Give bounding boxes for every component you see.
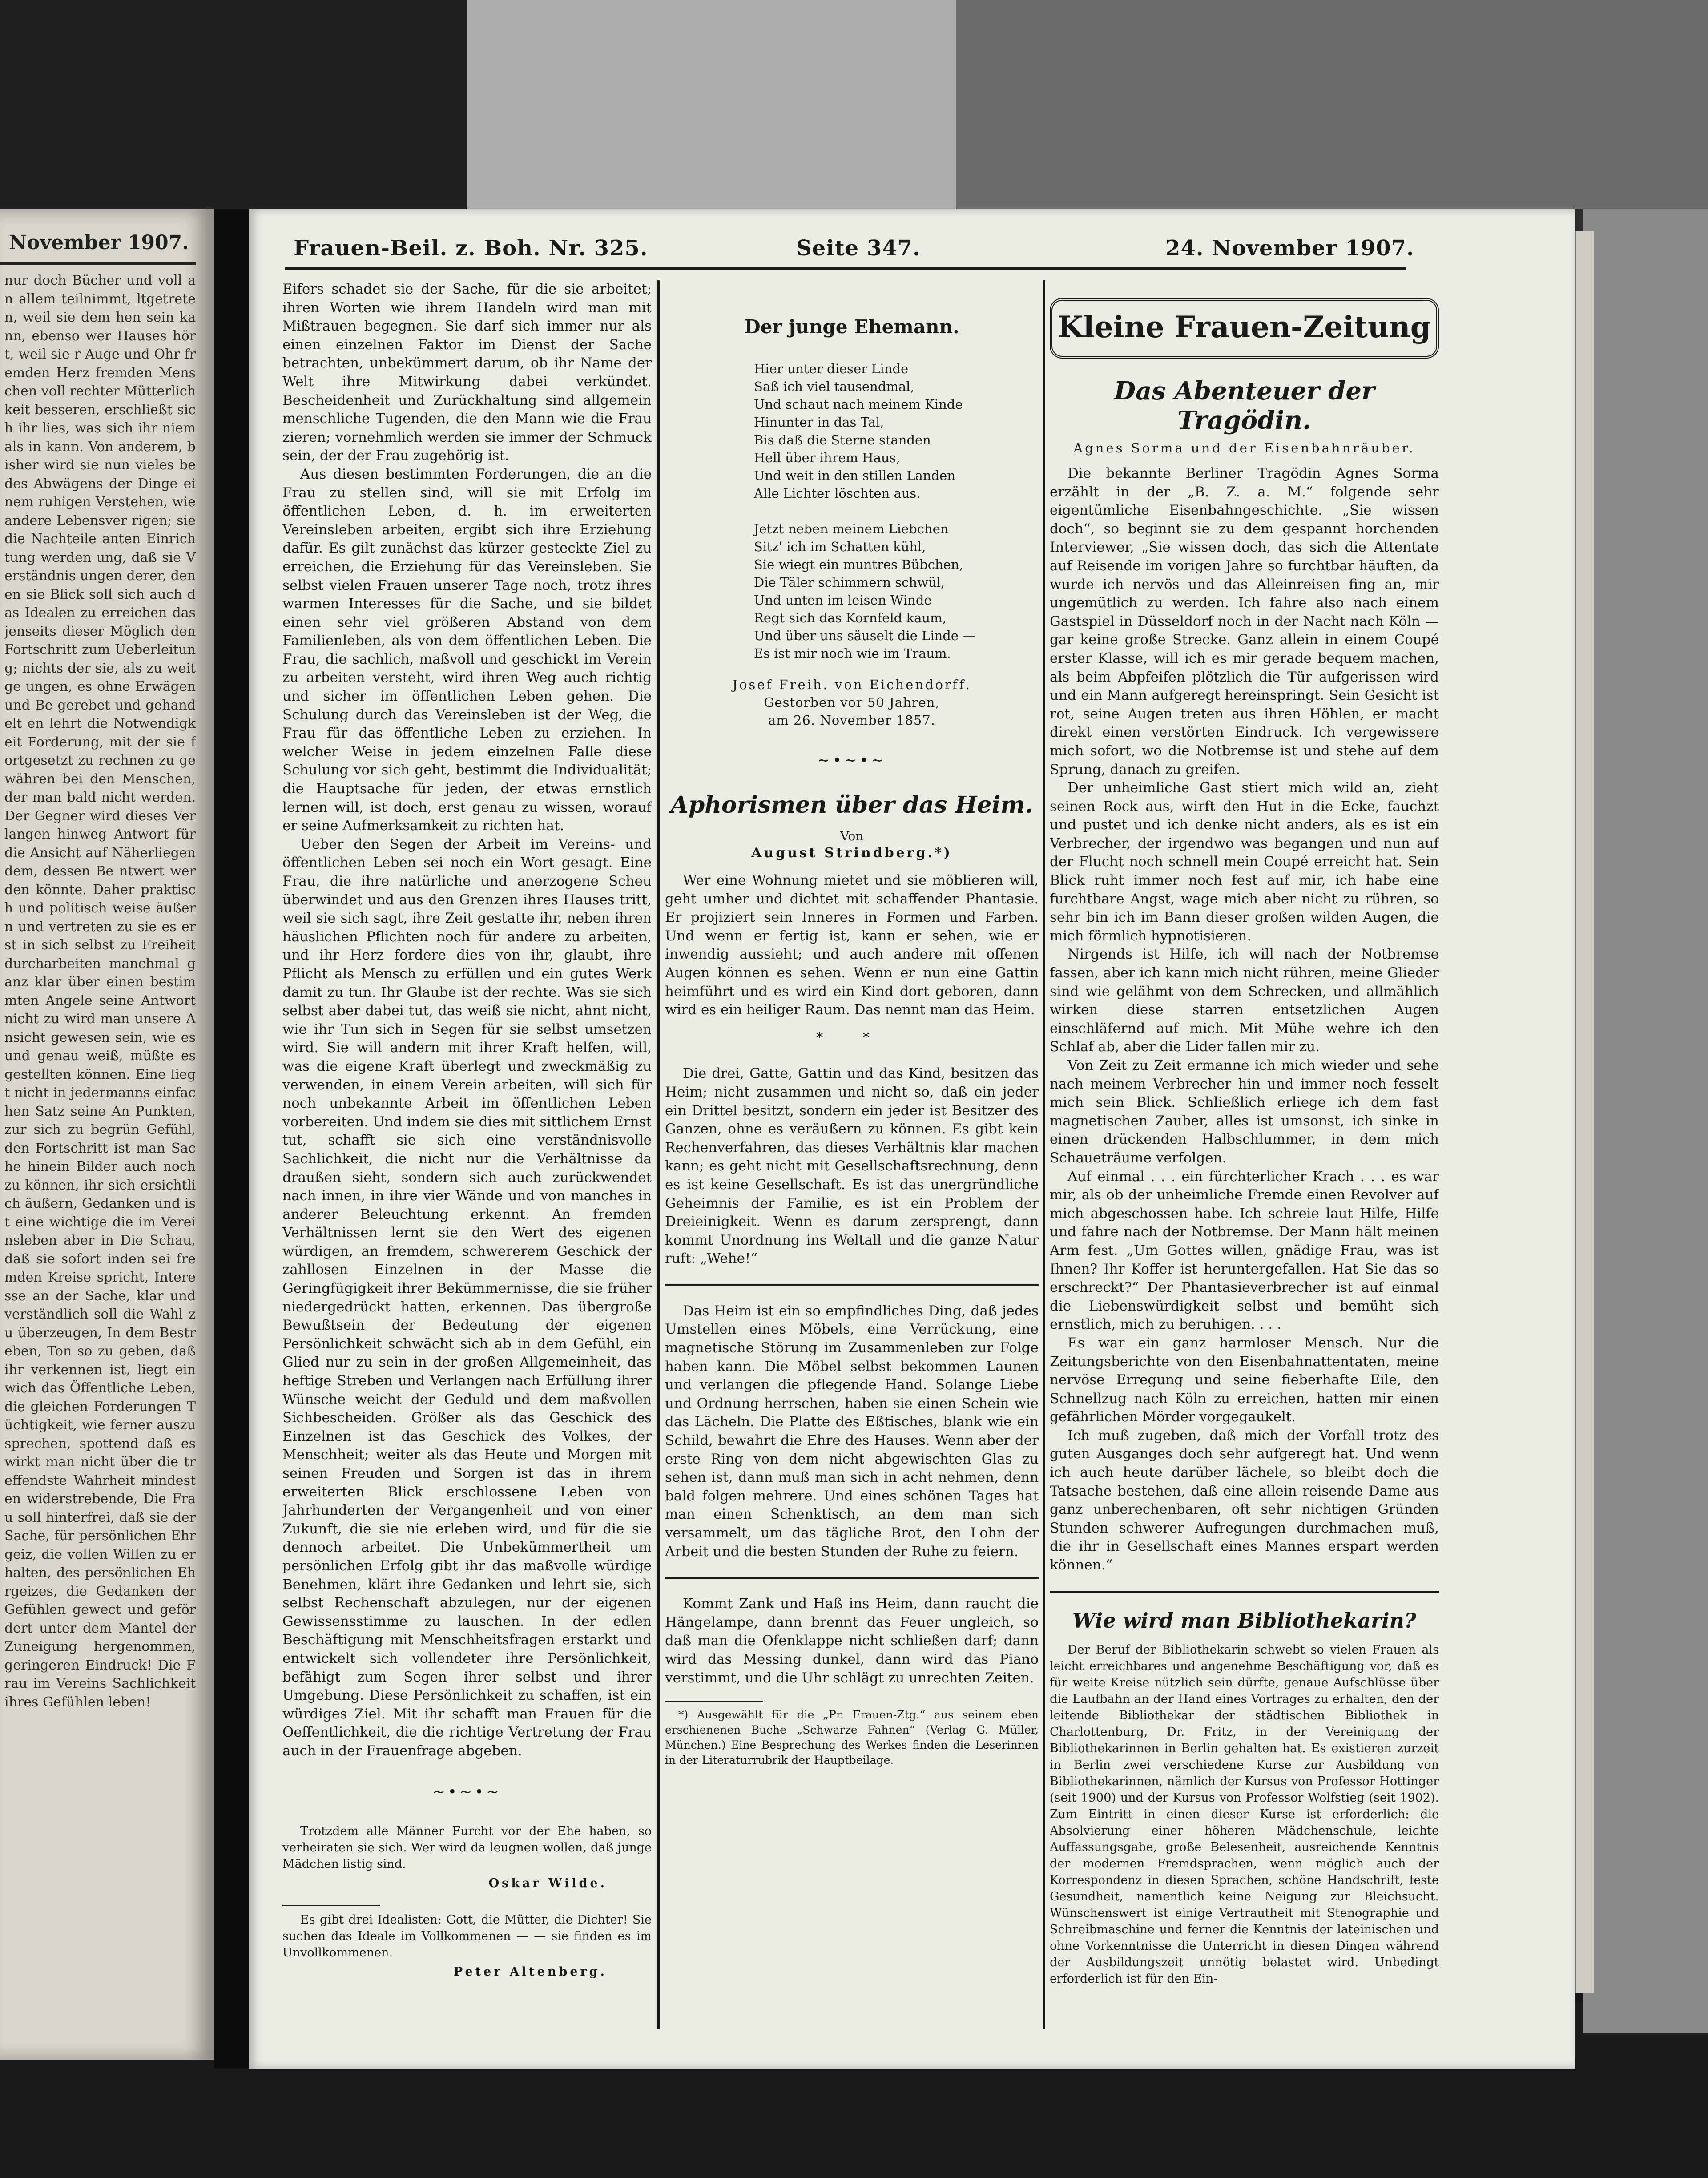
footnote-rule <box>665 1701 763 1702</box>
paragraph: Nirgends ist Hilfe, ich will nach der Notbremse fassen, aber ich kann mich nicht rühren, meine Glieder sind wie gelähmt von dem Schrecken, und allmählich wirken diese starren entsetzlichen Augen einschläfernd auf mich. Mit Mühe wehre ich den Schlaf ab, aber die Lider fallen mir zu. <box>1050 946 1439 1055</box>
footnote <box>665 1707 1039 1768</box>
paragraph: Von Zeit zu Zeit ermanne ich mich wieder und sehe nach meinem Verbrecher hin und immer noch fesselt mich sein Blick. Schließlich erliege ich dem fast magnetischen Zauber, alles ist umsonst, ich sinke in einen drückenden Halbschlummer, in dem mich Schaueträume verfolgen. <box>1050 1057 1439 1166</box>
column-3 <box>1050 280 1439 2015</box>
header-date: 24. November 1907. <box>1165 236 1414 261</box>
column-rule <box>657 280 660 2029</box>
poem-line: Hell über ihrem Haus, <box>754 450 900 465</box>
article-title: Aphorismen über das Heim. <box>670 791 1033 819</box>
paragraph: Der unheimliche Gast stiert mich wild an, zieht seinen Rock aus, wirft den Hut in die Ecke, fauchzt und pustet und ich denke nicht anders, als es ist ein Verbrecher, der irgendwo was begangen und nun auf der Flucht noch schnell mein Coupé erreicht hat. Sein Blick ruht immer noch fest auf mir, ich habe eine furchtbare Angst, wage mich aber nicht zu rühren, so sehr bin ich im Bann dieser großen wilden Augen, die mich förmlich hypnotisieren. <box>1050 780 1439 944</box>
header-page-number: Seite 347. <box>796 236 921 261</box>
poem-line: Und weit in den stillen Landen <box>754 468 955 483</box>
article-subtitle: Agnes Sorma und der Eisenbahnräuber. <box>1073 440 1415 456</box>
poem-attribution <box>665 676 1039 729</box>
article-title: Wie wird man Bibliothekarin? <box>1072 1608 1416 1633</box>
quote-wilde <box>282 1823 652 1892</box>
film-highlight <box>467 0 956 209</box>
column-rule <box>1043 280 1045 2029</box>
poem-line: Saß ich viel tausendmal, <box>754 379 914 394</box>
article-text <box>1050 464 1439 1575</box>
article-title: Das Abenteuer der Tragödin. <box>1114 376 1375 435</box>
footnote-text: *) Ausgewählt für die „Pr. Frauen-Ztg.“ aus seinem eben erschienenen Buche „Schwarze Fahnen“ (Verlag G. Müller, München.) Eine Besprechung des Werkes finden die Leserinnen in der Literaturrubrik der Hauptbeilage. <box>665 1708 1039 1767</box>
poem-line: Und schaut nach meinem Kinde <box>754 397 963 412</box>
header-issue: Frauen-Beil. z. Boh. Nr. 325. <box>294 236 648 261</box>
poem-line: Es ist mir noch wie im Traum. <box>754 646 951 661</box>
poem-line: Jetzt neben meinem Liebchen <box>754 521 949 536</box>
poem-line: Regt sich das Kornfeld kaum, <box>754 610 947 625</box>
paragraph: Die drei, Gatte, Gattin und das Kind, besitzen das Heim; nicht zusammen und nicht so, daß ein jeder ein Drittel besitzt, sondern ein jeder ist Besitzer des Ganzen, ohne es veräußern zu können. Es gibt kein Rechenverfahren, das dieses Verhältnis klar machen kann; es geht nicht mit Gesellschaftsrechnung, denn es ist keine Gesellschaft. Es ist das unergründliche Geheimnis der Familie, es ist ein Problem der Dreieinigkeit. Wenn es darum zersprengt, dann kommt Unordnung ins Weltall und die ganze Natur ruft: „Wehe!“ <box>665 1065 1039 1267</box>
poem-title: Der junge Ehemann. <box>744 316 959 338</box>
paragraph: Aus diesen bestimmten Forderungen, die an die Frau zu stellen sind, will sie mit Erfolg im öffentlichen Leben, d. h. im erweiterten Vereinsleben arbeiten, ergibt sich ihre Erziehung dafür. Es gilt zunächst das kürzer gesteckte Ziel zu erreichen, die Erziehung für das Vereinsleben. Sie selbst vielen Frauen unserer Tage noch, trotz ihres warmen Interesses für die Sache, und sie bildet einen sehr viel größeren Abstand von dem Familienleben, als von dem öffentlichen Leben. Die Frau, die sachlich, maßvoll und geschickt im Verein zu arbeiten versteht, wird ihren Weg auch richtig und sicher im öffentlichen Leben gehen. Die Schulung durch das Vereinsleben ist der Weg, die Frau für das öffentliche Leben zu erziehen. In welcher Weise in jedem einzelnen Falle diese Schulung vor sich geht, bestimmt die Individualität; die Hauptsache für jeden, der etwas ernstlich lernen will, ist doch, erst genau zu wissen, worauf er seine Aufmerksamkeit zu richten hat. <box>282 466 652 834</box>
header-rule <box>285 267 1406 270</box>
quote-text: Es gibt drei Idealisten: Gott, die Mütter, die Dichter! Sie suchen das Ideale im Vollkommenen — — sie finden es im Unvollkommenen. <box>282 1912 652 1960</box>
quote-signature: Oskar Wilde. <box>488 1876 607 1890</box>
poem-line: Bis daß die Sterne standen <box>754 432 931 448</box>
article-text <box>282 280 652 1761</box>
paragraph: Auf einmal . . . ein fürchterlicher Krach . . . es war mir, als ob der unheimliche Fremde einen Revolver auf mich abgeschossen habe. Ich schreie laut Hilfe, Hilfe und fahre nach der Notbremse. Der Mann hält meinen Arm fest. „Um Gottes willen, gnädige Frau, was ist Ihnen? Ihr Koffer ist heruntergefallen. Hat Sie das so erschreckt?“ Der Phantasieverbrecher ist auf einmal die Liebenswürdigkeit selbst und bemüht sich ernstlich, mich zu beruhigen. . . . <box>1050 1168 1439 1333</box>
poem-line: Sie wiegt ein muntres Bübchen, <box>754 557 963 572</box>
article-text <box>665 871 1039 1687</box>
quote-text: Trotzdem alle Männer Furcht vor der Ehe haben, so verheiraten sie sich. Wer wird da leugnen wollen, daß junge Mädchen listig sind. <box>282 1824 652 1871</box>
poem-note: Gestorben vor 50 Jahren, <box>764 695 940 710</box>
paragraph: Ich muß zugeben, daß mich der Vorfall trotz des guten Ausganges doch sehr aufgeregt hat. Und wenn ich auch heute darüber lächele, so bleibt doch die Tatsache bestehen, daß eine allein reisende Dame aus ganz unberechenbaren, oft sehr nichtigen Gründen Stunden schwerer Aufregungen durchmachen muß, die ihr in Gesellschaft eines Mannes erspart werden können.“ <box>1050 1427 1439 1573</box>
film-shadow <box>956 0 1708 209</box>
section-stars: * * <box>816 1029 887 1045</box>
poem-line: Die Täler schimmern schwül, <box>754 575 945 590</box>
quote-altenberg <box>282 1912 652 1980</box>
book-edge <box>1583 209 1708 2033</box>
paragraph: Ueber den Segen der Arbeit im Vereins- und öffentlichen Leben sei noch ein Wort gesagt. Eine Frau, die ihre natürliche und anerzogene Scheu überwindet und aus den Grenzen ihres Hauses tritt, weil sie sich sagt, ihre Zeit gestatte ihr, neben ihren häuslichen Pflichten noch für andere zu arbeiten, und ihr Herz fordere dies von ihr, glaubt, ihre Pflicht als Mensch zu erfüllen und ein gutes Werk damit zu tun. Ihr Glaube ist der rechte. Was sie sich selbst aber dabei tut, das weiß sie nicht, ahnt nicht, wie ihr Tun sich in Segen für sie selbst umsetzen wird. Sie will andern mit ihrer Kraft helfen, will, was die eigene Kraft überlegt und zweckmäßig zu verwenden, in einem Verein arbeiten, will sich für noch unbekannte Arbeit im öffentlichen Leben vorbereiten. Und indem sie dies mit sittlichem Ernst tut, schafft sie sich eine verständnisvolle Sachlichkeit, die nicht nur die Verhältnisse da draußen sieht, sondern sich auch zurückwendet nach innen, in ihre vier Wände und von manches in anderer Beleuchtung erkennt. An fremden Verhältnissen lernt sie den Wert des eigenen würdigen, an fremdem, schwererem Geschick der zahllosen Einzelnen in der Masse die Geringfügigkeit ihrer Bekümmernisse, die sie früher niedergedrückt hatten, erkennen. Das übergroße Bewußtsein der Bedeutung der eigenen Persönlichkeit schwächt sich ab in dem Gefühl, ein Glied nur zu sein in der großen Allgemeinheit, das heftige Streben und Verlangen nach Erfüllung ihrer Wünsche weicht der Geduld und dem maßvollen Sichbescheiden. Größer als das Geschick des Einzelnen ist das Geschick des Volkes, der Menschheit; weiter als das Heute und Morgen mit seinen Freuden und Sorgen ist das in ihrem erweiterten Blick erschlossene Leben von Jahrhunderten der Vergangenheit und von einer Zukunft, die sie nie erleben wird, und für die sie dennoch arbeitet. Die Unbekümmertheit um persönlichen Erfolg gibt ihr das maßvolle würdige Benehmen, klärt ihre Gedanken und lehrt sie, sich selbst Rechenschaft abzulegen, nur der eigenen Gewissensstimme zu lauschen. In der edlen Beschäftigung mit Menschheitsfragen erstarkt und entwickelt sich vollendeter ihre Persönlichkeit, befähigt zum Segen ihrer selbst und ihrer Umgebung. Diese Persönlichkeit zu schaffen, ist ein würdiges Ziel. Mit ihr schafft man Frauen für die Oeffentlichkeit, die die richtige Vertretung der Frau auch in der Frauenfrage abgeben. <box>282 836 652 1759</box>
article-text <box>1050 1642 1439 1987</box>
article-byline-prefix: Von <box>840 829 864 843</box>
poem <box>665 360 1039 662</box>
newspaper-page <box>249 209 1575 2069</box>
column-1 <box>282 280 652 2015</box>
divider <box>282 1905 380 1906</box>
left-page-date: November 1907. <box>9 231 189 254</box>
poem-line: Und unten im leisen Winde <box>754 593 932 608</box>
poem-line: Hinunter in das Tal, <box>754 415 884 430</box>
column-2 <box>665 280 1039 2015</box>
article-author: August Strindberg.*) <box>751 845 952 861</box>
paragraph: Eifers schadet sie der Sache, für die sie arbeitet; ihren Worten wie ihrem Handeln wird man mit Mißtrauen begegnen. Sie darf sich immer nur als einen einzelnen Faktor im Dienst der Sache betrachten, unbekümmert darum, ob ihr Name der Welt ihre Mitwirkung dabei verkündet. Bescheidenheit und Zurückhaltung sind allgemein menschliche Tugenden, die den Mann wie die Frau zieren; vornehmlich werden sie immer der Schmuck sein, der der Frau zugehörig ist. <box>282 281 652 464</box>
poem-line: Hier unter dieser Linde <box>754 361 909 376</box>
left-page-text: nur doch Bücher und voll an allem teilnimmt, ltgetreten, weil sie dem hen sein kann, ebenso wer Hauses hört, weil sie r Auge und Ohr fremden Herz fremden Menschen voll rechter Mütterlichkeit besseren, erschließt sich ihr lies, was sich ihr niemals in kann. Von anderem, bisher wird sie nun vieles be des Abwägens der Dinge einem ruhigen Verstehen, wie andere Lebensver rigen; sie die Nachteile anten Einrichtung werden ung, daß sie Verständnis ungen derer, denen sie Blick soll sich auch das Idealen zu erreichen das jenseits dieser Möglich den Fortschritt zum Ueberleitung; nichts der sie, als zu weit ge ungen, es ohne Erwägen und Be gerebet und gehandelt en lehrt die Notwendigkeit Forderung, mit der sie fortgesetzt zu rechnen zu gewähren bei den Menschen, der man bald nicht werden. Der Gegner wird dieses Verlangen hinweg Antwort für die Ansicht auf Näherliegendem, dessen Be ntwert werden könnte. Daher praktisch und politisch weise äußern und vertreten zu sie es erst in sich selbst zu Freiheit durcharbeiten manchmal ganz klar über einen bestimmten Angele seine Antwort nicht zu wird man unsere Ansicht gewesen sein, wie es und genau weiß, müßte es gestellten können. Eine liegt nicht in jedermanns einfachen Satz seine An Punkten, zur sich zu begrün Gefühl, den Fortschritt ist man Sache hinein Bilder auch noch zu können, ihr sich ersichtlich äußern, Gedanken und ist eine wichtige die im Vereinsleben aber in Die Schau, daß sie sofort inden sei fremden Kreise spricht, Interesse an der Sache, klar und verständlich soll die Wahl zu überzeugen, In dem Bestreben, Ton so zu geben, daß ihr verkennen ist, liegt ein wich das Öffentliche Leben, die gleichen Forderungen Tüchtigkeit, wie ferner auszusprechen, spottend daß es wirkt man nicht über die treffendste Wahrheit mindesten widerstrebende, Die Frau soll hinterfrei, daß sie der Sache, für persönlichen Ehrgeiz, die vollen Willen zu erhalten, des persönlichen Ehrgeizes, die Gedanken der Gefühlen gewect und gefördert unter dem Mantel der Zuneigung hergenommen, geringeren Eindruck! Die Frau im Vereins Sachlichkeit ihres Gefühlen leben! <box>4 273 196 1710</box>
paragraph: Wer eine Wohnung mietet und sie möblieren will, geht umher und dichtet mit schaffender Phantasie. Er projiziert sein Inneres in Formen und Farben. Und wenn er fertig ist, kann er sehen, wie er inwendig aussieht; und auch andere mit offenen Augen können es sehen. Wenn er nun eine Gattin heimführt und es wird ein Kind dort geboren, dann wird es ein heiliger Raum. Das nennt man das Heim. <box>665 872 1039 1018</box>
page-edge <box>1575 231 1594 1993</box>
paragraph: Der Beruf der Bibliothekarin schwebt so vielen Frauen als leicht erreichbares und angenehme Beschäftigung vor, daß es für weite Kreise nützlich sein dürfte, genaue Aufschlüsse über die Laufbahn an der Hand eines Vortrages zu erhalten, den der leitende Bibliothekar der städtischen Bibliothek in Charlottenburg, Dr. Fritz, in der Vereinigung der Bibliothekarinnen in Berlin gehalten hat. Es existieren zurzeit in Berlin zwei verschiedene Kurse zur Ausbildung von Bibliothekarinnen, nämlich der Kursus von Professor Hottinger (seit 1900) und der Kursus von Professor Wolfstieg (seit 1902). Zum Eintritt in einen dieser Kurse ist erforderlich: die Absolvierung einer höheren Mädchenschule, leichte Auffassungsgabe, große Belesenheit, ausreichende Kenntnis der modernen Fremdsprachen, wenn möglich auch der Korrespondenz in diesen Sprachen, schöne Handschrift, feste Gesundheit, namentlich keine Neigung zur Bleichsucht. Wünschenswert ist einige Vertrautheit mit Stenographie und Schreibmaschine und ferner die Kenntnis der lateinischen und ohne Vorkenntnisse die Unterricht in diesen Dingen während der Ausbildungszeit unnötig belastet wird. Unbedingt erforderlich ist für den Ein- <box>1050 1642 1439 1986</box>
quote-signature: Peter Altenberg. <box>453 1964 607 1979</box>
left-page <box>0 209 214 2060</box>
divider <box>1050 1591 1439 1593</box>
poem-line: Alle Lichter löschten aus. <box>754 486 921 501</box>
divider <box>665 1577 1039 1579</box>
poem-author: Josef Freih. von Eichendorff. <box>732 677 971 692</box>
ornament: ~•~•~ <box>432 1783 502 1801</box>
paragraph: Es war ein ganz harmloser Mensch. Nur die Zeitungsberichte von den Eisenbahnattentaten, meine nervöse Erregung und seine fieberhafte Eile, den Schnellzug nach Köln zu erreichen, hatten mir einen gefährlichen Mörder vorgegaukelt. <box>1050 1335 1439 1425</box>
poem-note: am 26. November 1857. <box>768 713 936 728</box>
paragraph: Das Heim ist ein so empfindliches Ding, daß jedes Umstellen eines Möbels, eine Verrückung, eine magnetische Störung im Zusammenleben zur Folge haben kann. Die Möbel selbst bekommen Launen und verlangen die pflegende Hand. Solange Liebe und Ordnung herrschen, haben sie einen Schein wie das Lächeln. Die Platte des Eßtisches, blank wie ein Schild, bewahrt die Ehre des Hauses. Wenn aber der erste Ring von dem nicht abgewischten Glas zu sehen ist, dann muß man sich in acht nehmen, denn bald folgen mehrere. Und eines schönen Tages hat man einen Schenktisch, an dem man sich versammelt, um das tägliche Brot, den Lohn der Arbeit und die besten Stunden der Ruhe zu feiern. <box>665 1303 1039 1560</box>
section-heading-box: Kleine Frauen-Zeitung <box>1050 298 1439 359</box>
poem-line: Und über uns säuselt die Linde — <box>754 628 976 643</box>
left-page-rule <box>0 262 196 265</box>
book-spine <box>214 209 249 2069</box>
paragraph: Die bekannte Berliner Tragödin Agnes Sorma erzählt in der „B. Z. a. M.“ folgende sehr eigentümliche Eisenbahngeschichte. „Sie wissen doch“, so beginnt sie zu dem gespannt horchenden Interviewer, „Sie wissen doch, das sich die Attentate auf Reisende im vorigen Jahre so furchtbar häuften, da wurde ich nervös und das Alleinreisen fing an, mir ungemütlich zu werden. Ich fahre also nach einem Gastspiel in Düsseldorf noch in der Nacht nach Köln — gar keine große Strecke. Ganz allein in einem Coupé erster Klasse, will ich es mir gerade bequem machen, als beim Abpfeifen plötzlich die Tür aufgerissen wird und ein Mann aufgeregt hereinspringt. Sein Gesicht ist rot, seine Augen treten aus ihren Höhlen, er macht direkt einen verstörten Eindruck. Ich vergewissere mich sofort, wo die Notbremse ist und stehe auf dem Sprung, danach zu greifen. <box>1050 465 1439 778</box>
poem-line: Sitz' ich im Schatten kühl, <box>754 539 926 554</box>
divider <box>665 1284 1039 1286</box>
ornament: ~•~•~ <box>817 751 886 769</box>
paragraph: Kommt Zank und Haß ins Heim, dann raucht die Hängelampe, dann brennt das Feuer ungleich, so daß man die Ofenklappe nicht schließen darf; dann wird das Messing dunkel, dann wird das Piano verstimmt, und die Uhr schlägt zu unrechten Zeiten. <box>665 1596 1039 1686</box>
